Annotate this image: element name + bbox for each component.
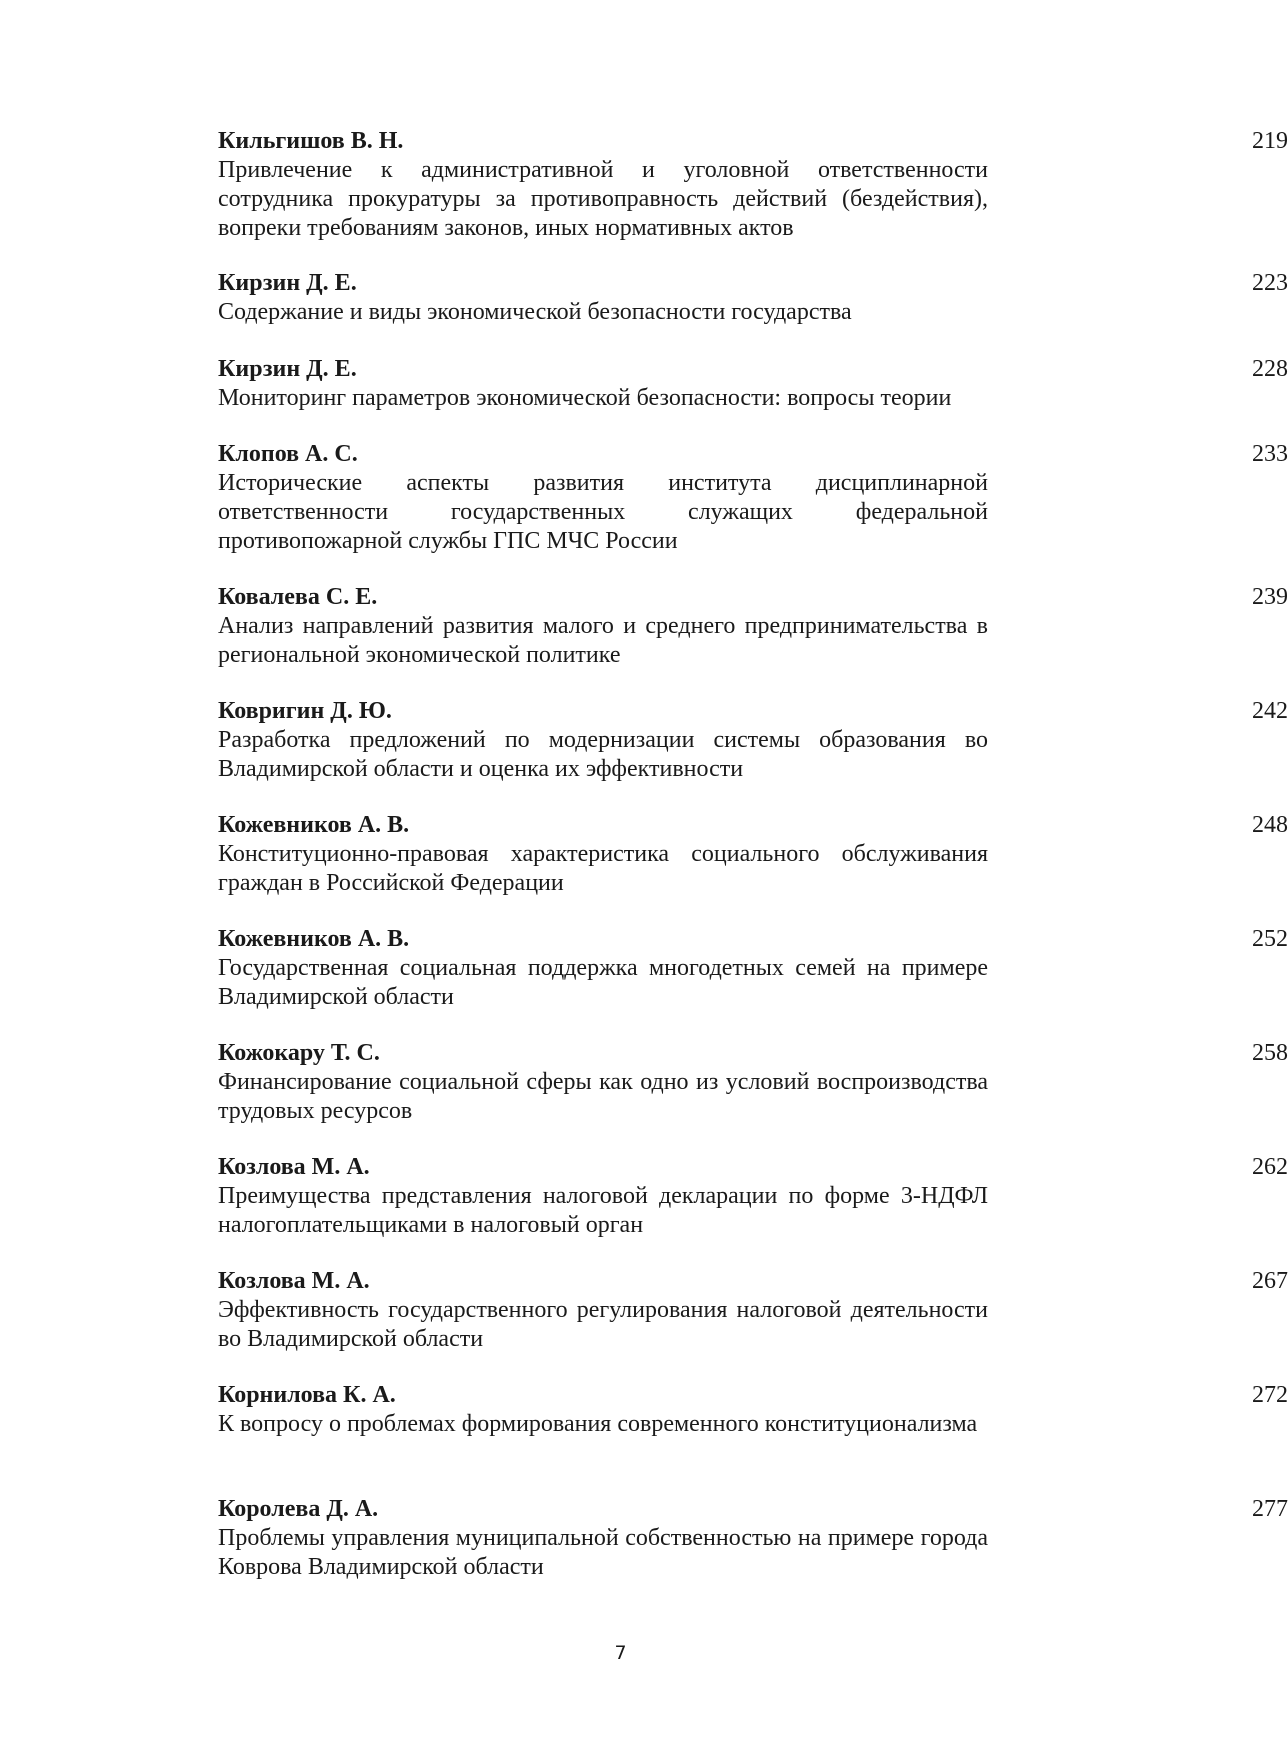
page-number: 7: [614, 1642, 627, 1664]
entry-title: К вопросу о проблемах формирования современного конституционализма: [218, 1411, 978, 1437]
toc-entry: [218, 1039, 1288, 1126]
entry-page-number: 262: [1252, 1154, 1288, 1180]
entry-author: Кильгишов В. Н.: [218, 128, 404, 154]
entry-page-number: 277: [1252, 1496, 1288, 1522]
toc-entry: [218, 1267, 1288, 1354]
entry-page-number: 228: [1252, 356, 1288, 382]
entry-title: Финансирование социальной сферы как одно из условий воспроизводства трудовых ресурсов: [218, 1069, 988, 1124]
toc-entry: [218, 1495, 1288, 1582]
entry-page-number: 248: [1252, 812, 1288, 838]
entry-author: Кирзин Д. Е.: [218, 270, 357, 296]
entry-page-number: 252: [1252, 926, 1288, 952]
toc-entry: [218, 925, 1288, 1012]
toc-entry: [218, 440, 1288, 556]
entry-page-number: 223: [1252, 270, 1288, 296]
entry-title: Мониторинг параметров экономической безопасности: вопросы теории: [218, 385, 952, 411]
entry-author: Кожевников А. В.: [218, 926, 410, 952]
entry-author: Козлова М. А.: [218, 1154, 370, 1180]
entry-title: Разработка предложений по модернизации системы образования во Владимирской области и оценка их эффективности: [218, 727, 988, 782]
entry-page-number: 258: [1252, 1040, 1288, 1066]
entry-author: Кожокару Т. С.: [218, 1040, 380, 1066]
toc-entry: [218, 697, 1288, 784]
entry-page-number: 272: [1252, 1382, 1288, 1408]
entry-page-number: 267: [1252, 1268, 1288, 1294]
entry-author: Королева Д. А.: [218, 1496, 379, 1522]
entry-title: Содержание и виды экономической безопасности государства: [218, 299, 852, 325]
entry-author: Ковалева С. Е.: [218, 584, 378, 610]
toc-entry: [218, 127, 1288, 243]
toc-entry: [218, 355, 1288, 413]
entry-author: Козлова М. А.: [218, 1268, 370, 1294]
toc-entry: [218, 269, 1288, 327]
entry-page-number: 219: [1252, 128, 1288, 154]
entry-title: Анализ направлений развития малого и среднего предпринимательства в региональной экономической политике: [218, 613, 988, 668]
entry-page-number: 242: [1252, 698, 1288, 724]
entry-author: Ковригин Д. Ю.: [218, 698, 392, 724]
entry-author: Кирзин Д. Е.: [218, 356, 357, 382]
entry-page-number: 233: [1252, 441, 1288, 467]
entry-title: Преимущества представления налоговой декларации по форме 3-НДФЛ налогоплательщиками в налоговый орган: [218, 1183, 988, 1238]
entry-title: Исторические аспекты развития института дисциплинарной ответственности государственных служащих федеральной противопожарной службы ГПС МЧС России: [218, 470, 988, 554]
entry-title: Эффективность государственного регулирования налоговой деятельности во Владимирской области: [218, 1297, 988, 1352]
toc-entry: [218, 1153, 1288, 1240]
entry-author: Кожевников А. В.: [218, 812, 410, 838]
toc-entry: [218, 1381, 1288, 1439]
entry-author: Клопов А. С.: [218, 441, 358, 467]
entry-title: Привлечение к административной и уголовной ответственности сотрудника прокуратуры за противоправность действий (бездействия), вопреки требованиям законов, иных нормативных актов: [218, 157, 988, 241]
entry-title: Конституционно-правовая характеристика социального обслуживания граждан в Российской Федерации: [218, 841, 988, 896]
entry-author: Корнилова К. А.: [218, 1382, 396, 1408]
toc-entry: [218, 583, 1288, 670]
entry-title: Проблемы управления муниципальной собственностью на примере города Коврова Владимирской области: [218, 1525, 988, 1580]
entry-title: Государственная социальная поддержка многодетных семей на примере Владимирской области: [218, 955, 988, 1010]
entry-page-number: 239: [1252, 584, 1288, 610]
toc-entry: [218, 811, 1288, 898]
